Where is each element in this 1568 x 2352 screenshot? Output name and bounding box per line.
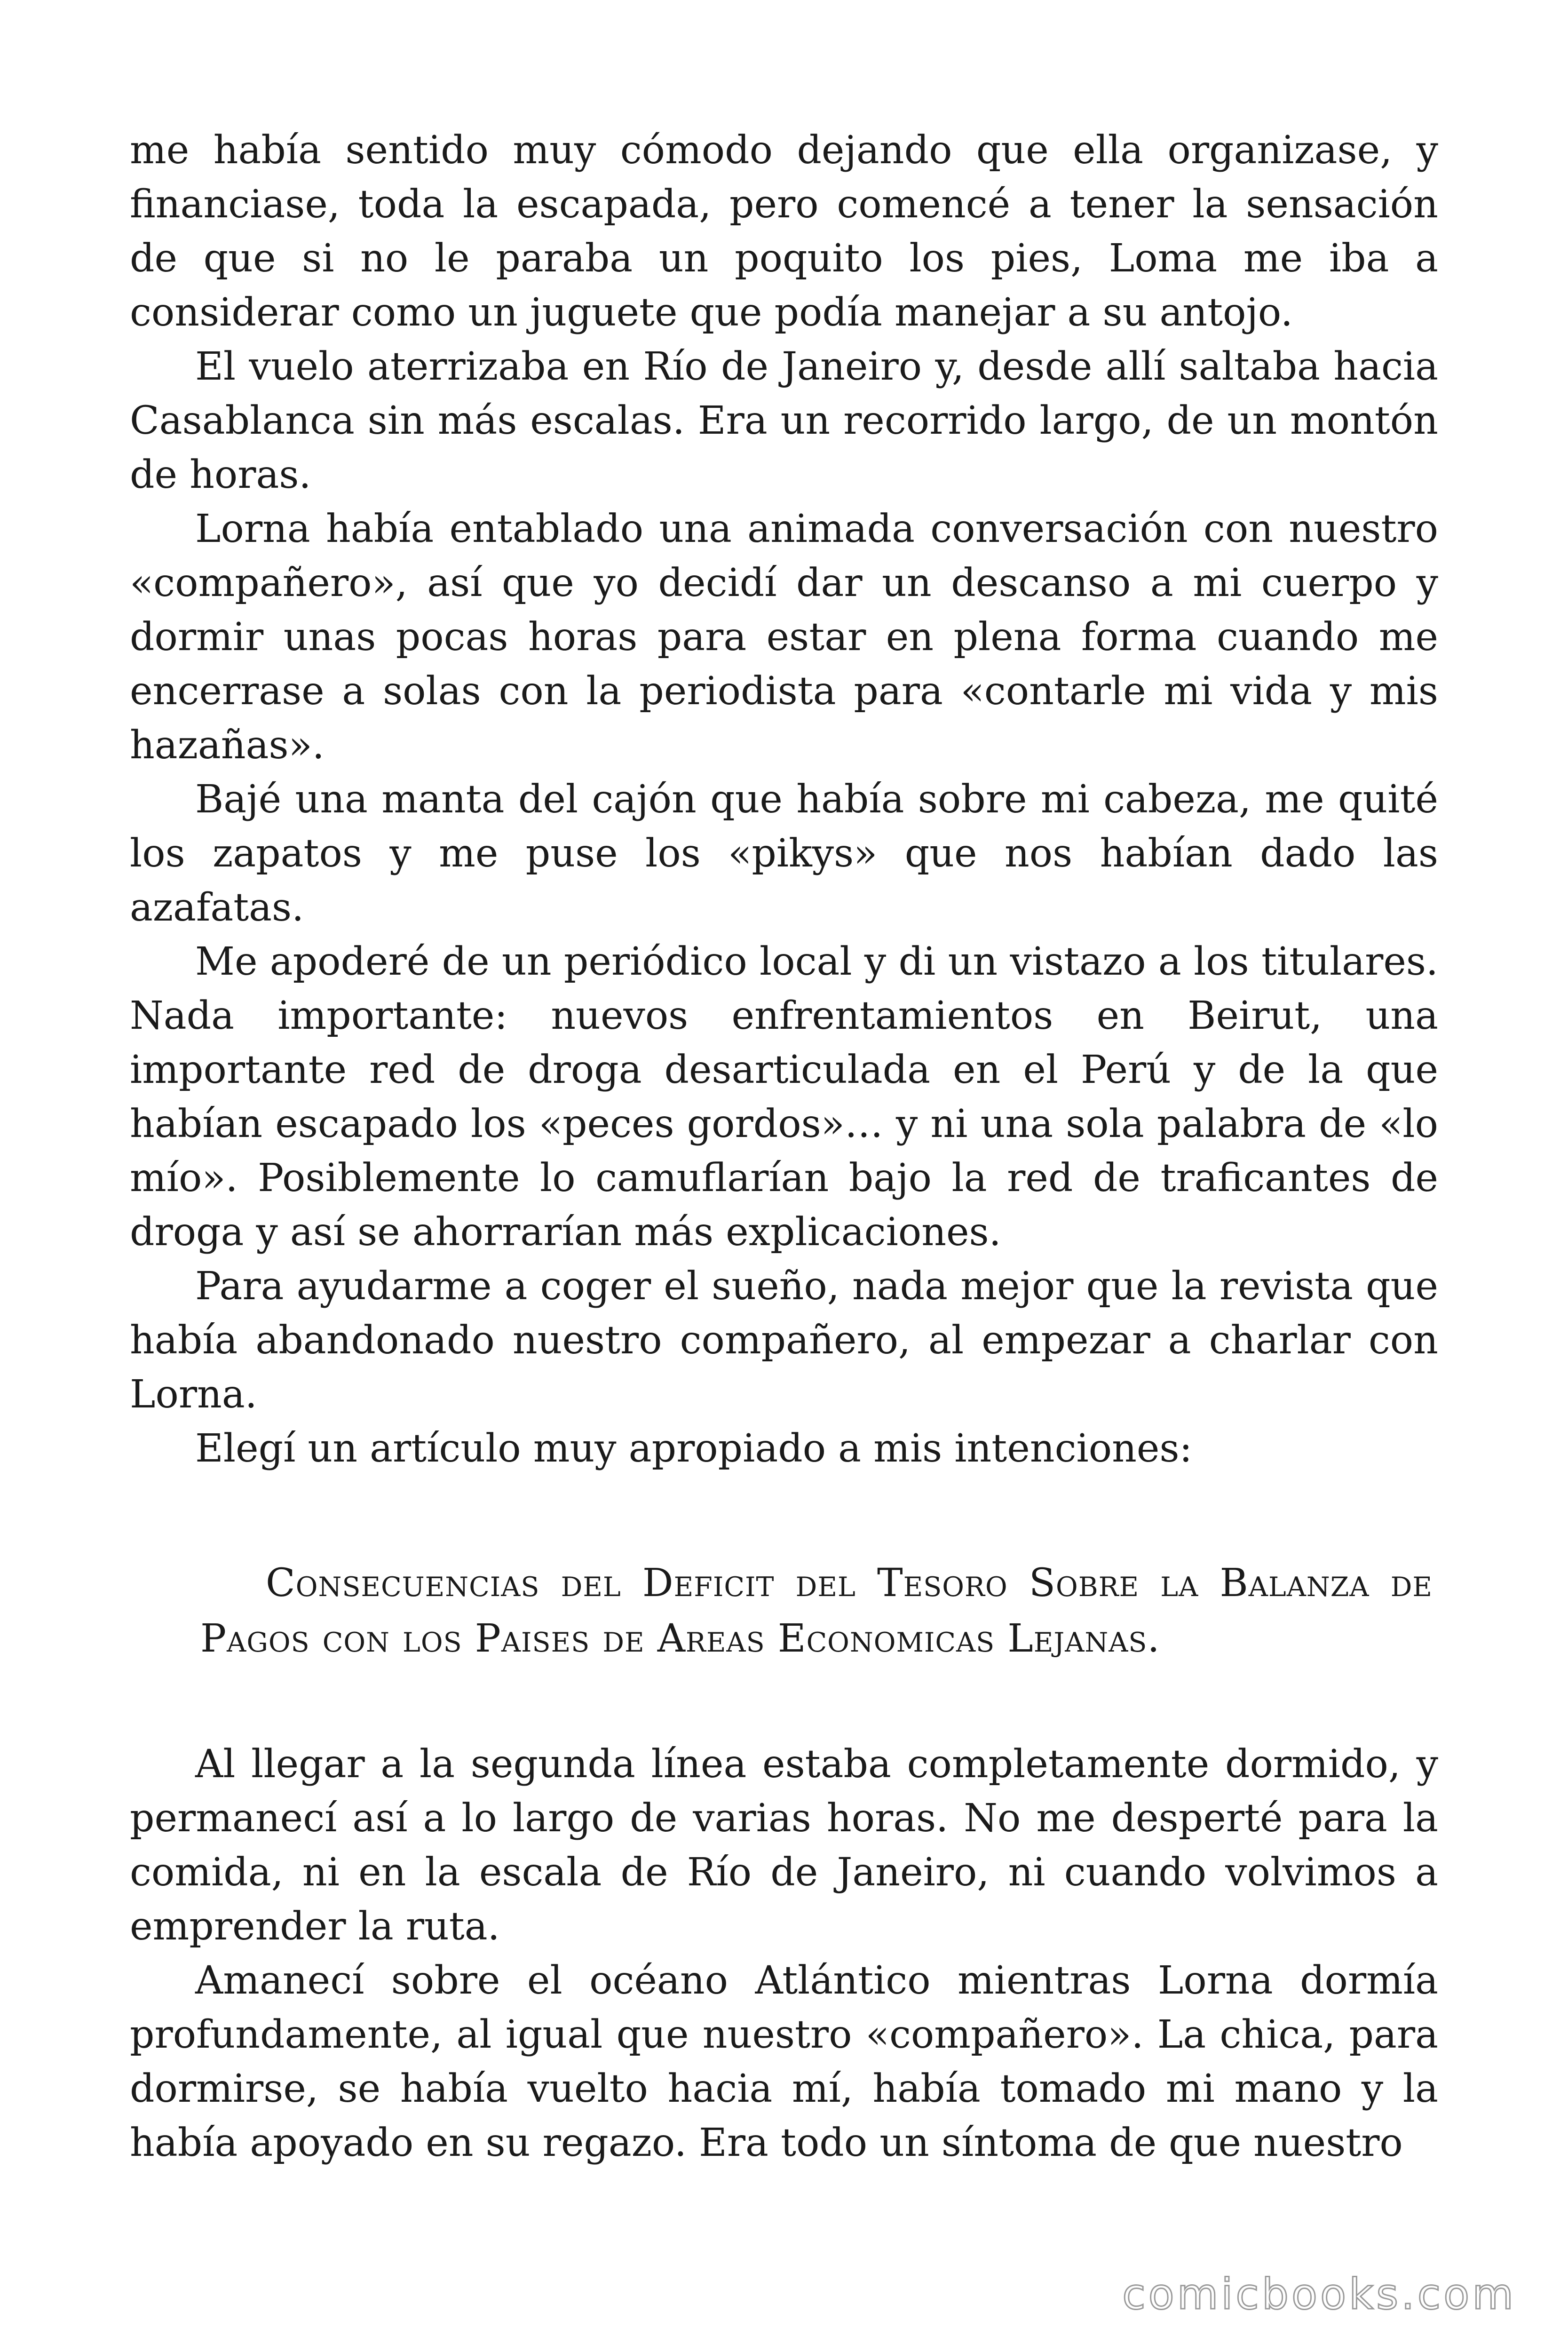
paragraph: Al llegar a la segunda línea estaba completamente dormido, y permanecí así a lo largo de varias horas. No me desperté para la comida, ni en la escala de Río de Janeiro, ni cuando volvimos a emprender la ruta. [130, 1742, 1438, 1949]
paragraph: Lorna había entablado una animada conversación con nuestro «compañero», así que yo decidí dar un descanso a mi cuerpo y dormir unas pocas horas para estar en plena forma cuando me encerrase a solas con la periodista para «contarle mi vida y mis hazañas». [130, 507, 1438, 768]
paragraph: Para ayudarme a coger el sueño, nada mejor que la revista que había abandonado nuestro compañero, al empezar a charlar con Lorna. [130, 1264, 1438, 1417]
paragraph: Me apoderé de un periódico local y di un vistazo a los titulares. Nada importante: nuevos enfrentamientos en Beirut, una importante red de droga desarticulada en el Perú y de la que habían escapado los «peces gordos»… y ni una sola palabra de «lo mío». Posiblemente lo camuflarían bajo la red de traficantes de droga y así se ahorrarían más explicaciones. [130, 939, 1438, 1255]
paragraph: Bajé una manta del cajón que había sobre mi cabeza, me quité los zapatos y me puse los «pikys» que nos habían dado las azafatas. [130, 777, 1438, 930]
paragraph: me había sentido muy cómodo dejando que ella organizase, y financiase, toda la escapada, pero comencé a tener la sensación de que si no le paraba un poquito los pies, Loma me iba a considerar como un juguete que podía manejar a su antojo. [130, 128, 1438, 335]
paragraph: Amanecí sobre el océano Atlántico mientras Lorna dormía profundamente, al igual que nuestro «compañero». La chica, para dormirse, se había vuelto hacia mí, había tomado mi mano y la había apoyado en su regazo. Era todo un síntoma de que nuestro [130, 1958, 1438, 2165]
page-text [130, 123, 1438, 2170]
paragraph: El vuelo aterrizaba en Río de Janeiro y, desde allí saltaba hacia Casablanca sin más escalas. Era un recorrido largo, de un montón de horas. [130, 344, 1438, 497]
watermark: comicbooks.com [1122, 2270, 1516, 2319]
paragraph: Elegí un artículo muy apropiado a mis intenciones: [195, 1426, 1193, 1471]
article-heading: Consecuencias del Deficit del Tesoro Sobre la Balanza de Pagos con los Paises de Areas Economicas Lejanas. [200, 1561, 1433, 1661]
